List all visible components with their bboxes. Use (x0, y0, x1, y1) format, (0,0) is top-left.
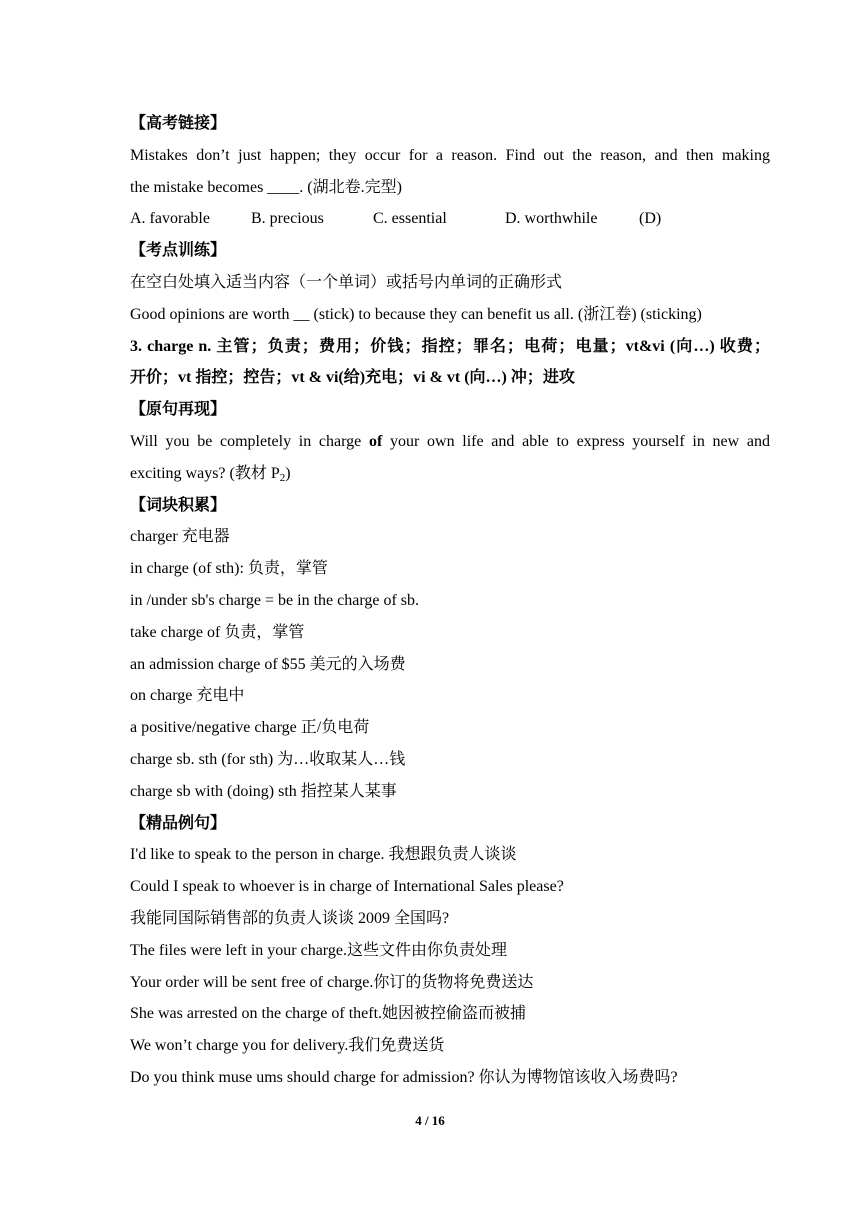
original-line2-post: ) (285, 464, 291, 482)
entry-definition-line1: 3. charge n. 主管；负责；费用；价钱；指控；罪名；电荷；电量；vt&vi (向…) 收费； (130, 337, 770, 355)
chunk-item: charger 充电器 (130, 528, 230, 546)
original-sentence-line1 (130, 426, 770, 458)
option-d: D. worthwhile (505, 210, 598, 228)
example-sentence: I'd like to speak to the person in charge. 我想跟负责人谈谈 (130, 846, 517, 864)
option-c: C. essential (373, 210, 447, 228)
chunk-item: a positive/negative charge 正/负电荷 (130, 719, 370, 737)
entry-definition-line2: 开价；vt 指控；控告；vt & vi(给)充电；vi & vt (向…) 冲；进攻 (130, 369, 575, 387)
answer-key: (D) (639, 210, 662, 228)
answer-options (130, 203, 770, 235)
section-heading-examples: 【精品例句】 (130, 814, 227, 832)
section-heading-gaokao: 【高考链接】 (130, 115, 227, 132)
example-sentence: She was arrested on the charge of theft.她因被控偷盗而被捕 (130, 1005, 527, 1023)
original-post: your own life and able to express yourself in new and (382, 432, 770, 450)
original-line2-sub: 2 (279, 471, 286, 484)
option-b: B. precious (251, 210, 324, 228)
example-sentence: Could I speak to whoever is in charge of International Sales please? (130, 878, 564, 896)
question-text-line2: the mistake becomes ____. (湖北卷.完型) (130, 178, 402, 196)
example-sentence: Do you think muse ums should charge for admission? 你认为博物馆该收入场费吗? (130, 1068, 678, 1086)
original-line2-pre: exciting ways? (教材 P (130, 464, 280, 482)
option-a: A. favorable (130, 210, 210, 228)
section-heading-original: 【原句再现】 (130, 401, 227, 419)
chunk-item: an admission charge of $55 美元的入场费 (130, 655, 406, 673)
example-sentence: We won’t charge you for delivery.我们免费送货 (130, 1037, 445, 1055)
question-text-line1: Mistakes don’t just happen; they occur for a reason. Find out the reason, and then making (130, 146, 770, 164)
chunk-item: take charge of 负责，掌管 (130, 623, 305, 641)
chunk-item: on charge 充电中 (130, 687, 245, 705)
chunk-item: in charge (of sth): 负责，掌管 (130, 560, 328, 578)
chunk-item: charge sb with (doing) sth 指控某人某事 (130, 782, 397, 800)
original-pre: Will you be completely in charge (130, 432, 369, 450)
document-body (130, 108, 770, 1094)
original-sentence-line2 (130, 458, 770, 490)
section-heading-exercise: 【考点训练】 (130, 242, 227, 260)
section-heading-chunks: 【词块积累】 (130, 496, 227, 514)
example-sentence: 我能同国际销售部的负责人谈谈 2009 全国吗? (130, 909, 450, 927)
page-number: 4 / 16 (415, 1113, 445, 1128)
example-sentence: Your order will be sent free of charge.你订的货物将免费送达 (130, 973, 534, 991)
exercise-instruction: 在空白处填入适当内容（一个单词）或括号内单词的正确形式 (130, 273, 563, 291)
chunk-item: in /under sb's charge = be in the charge of sb. (130, 591, 420, 609)
chunk-item: charge sb. sth (for sth) 为…收取某人…钱 (130, 750, 406, 768)
example-sentence: The files were left in your charge.这些文件由你负责处理 (130, 941, 507, 959)
original-bold-word: of (368, 432, 383, 450)
exercise-question: Good opinions are worth __ (stick) to because they can benefit us all. (浙江卷) (sticking) (130, 305, 702, 323)
